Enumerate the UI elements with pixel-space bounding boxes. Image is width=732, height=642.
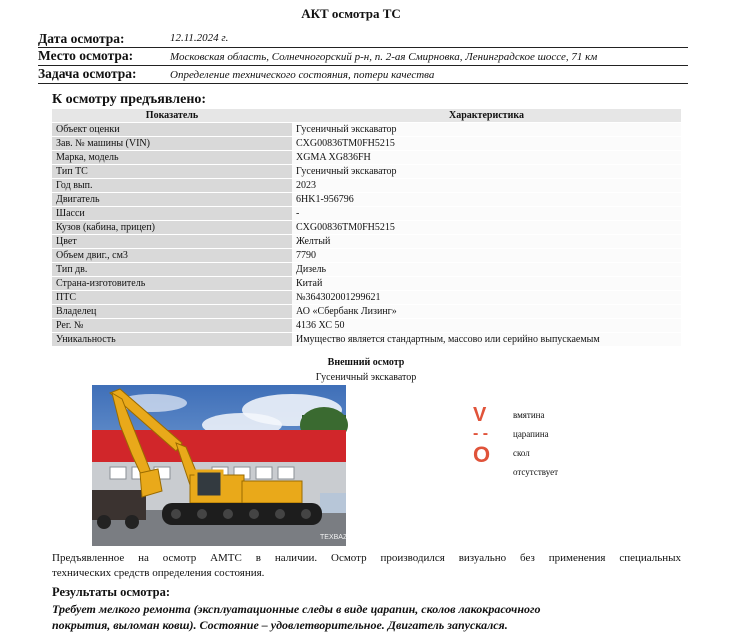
exterior-subtitle: Гусеничный экскаватор <box>315 372 417 383</box>
legend-label: отсутствует <box>513 467 559 477</box>
results-text <box>52 601 672 633</box>
param-cell: ПТС <box>52 291 292 305</box>
value-cell: 6HK1-956796 <box>292 193 681 207</box>
param-cell: Объект оценки <box>52 123 292 137</box>
value-cell: 4136 ХС 50 <box>292 319 681 333</box>
legend-label: скол <box>513 448 530 458</box>
photo-watermark: TEXBAZA <box>320 534 352 541</box>
table-row <box>52 235 681 249</box>
table-row <box>52 151 681 165</box>
table-row <box>52 291 681 305</box>
inspection-place-value: Московская область, Солнечногорский р-н, п. 2-ая Смирновка, Ленинградское шоссе, 71 км <box>170 51 598 63</box>
chip-symbol-icon: O <box>473 442 491 467</box>
table-row <box>52 263 681 277</box>
column-header-param: Показатель <box>52 109 292 123</box>
value-cell: 7790 <box>292 249 681 263</box>
inspection-place-row <box>38 48 688 64</box>
table-row <box>52 207 681 221</box>
param-cell: Рег. № <box>52 319 292 333</box>
value-cell: XGMA XG836FH <box>292 151 681 165</box>
param-cell: Владелец <box>52 305 292 319</box>
table-row <box>52 193 681 207</box>
results-line1: Требует мелкого ремонта (эксплуатационные следы в виде царапин, сколов лакокрасочного <box>52 602 541 616</box>
param-cell: Тип дв. <box>52 263 292 277</box>
dent-symbol-icon: V <box>473 404 487 426</box>
value-cell: Китай <box>292 277 681 291</box>
scratch-symbol-icon: - - <box>473 425 489 442</box>
table-header-row <box>52 109 681 123</box>
value-cell: №364302001299621 <box>292 291 681 305</box>
table-row <box>52 305 681 319</box>
inspection-note-line1: Предъявленное на осмотр АМТС в наличии. Осмотр производился визуально без применения специальных <box>52 552 681 564</box>
table-row <box>52 249 681 263</box>
inspection-date-value: 12.11.2024 г. <box>170 32 229 44</box>
legend-label: царапина <box>513 429 549 439</box>
table-row <box>52 137 681 151</box>
value-cell: Гусеничный экскаватор <box>292 165 681 179</box>
param-cell: Зав. № машины (VIN) <box>52 137 292 151</box>
param-cell: Шасси <box>52 207 292 221</box>
param-cell: Объем двиг., см3 <box>52 249 292 263</box>
inspection-date-row <box>38 31 688 47</box>
divider <box>38 83 688 84</box>
table-row <box>52 277 681 291</box>
results-line2: покрытия, выломан ковш). Состояние – удовлетворительное. Двигатель запускался. <box>52 618 508 632</box>
param-cell: Тип ТС <box>52 165 292 179</box>
param-cell: Страна-изготовитель <box>52 277 292 291</box>
presented-section-title: К осмотру предъявлено: <box>52 92 207 107</box>
column-header-characteristic: Характеристика <box>292 109 681 123</box>
inspection-task-label: Задача осмотра: <box>38 66 137 81</box>
value-cell: 2023 <box>292 179 681 193</box>
value-cell: Гусеничный экскаватор <box>292 123 681 137</box>
param-cell: Цвет <box>52 235 292 249</box>
param-cell: Двигатель <box>52 193 292 207</box>
legend-label: вмятина <box>513 410 545 420</box>
param-cell: Год вып. <box>52 179 292 193</box>
value-cell: Желтый <box>292 235 681 249</box>
inspection-task-value: Определение технического состояния, потери качества <box>170 69 435 81</box>
value-cell: CXG00836TM0FH5215 <box>292 221 681 235</box>
param-cell: Кузов (кабина, прицеп) <box>52 221 292 235</box>
inspection-note-line2: технических средств определения состояния. <box>52 567 265 579</box>
value-cell: CXG00836TM0FH5215 <box>292 137 681 151</box>
table-row <box>52 165 681 179</box>
table-row <box>52 221 681 235</box>
param-cell: Уникальность <box>52 333 292 347</box>
value-cell: Имущество является стандартным, массово или серийно выпускаемым <box>292 333 681 347</box>
inspection-task-row <box>38 66 688 82</box>
results-title: Результаты осмотра: <box>52 585 170 599</box>
table-row <box>52 319 681 333</box>
exterior-title: Внешний осмотр <box>327 357 405 368</box>
vehicle-specs-table <box>52 109 681 347</box>
value-cell: Дизель <box>292 263 681 277</box>
inspection-place-label: Место осмотра: <box>38 48 134 63</box>
table-row <box>52 333 681 347</box>
value-cell: АО «Сбербанк Лизинг» <box>292 305 681 319</box>
excavator-photo <box>92 385 352 546</box>
table-row <box>52 123 681 137</box>
inspection-date-label: Дата осмотра: <box>38 31 125 46</box>
table-row <box>52 179 681 193</box>
param-cell: Марка, модель <box>52 151 292 165</box>
document-title: АКТ осмотра ТС <box>301 6 401 21</box>
value-cell: - <box>292 207 681 221</box>
